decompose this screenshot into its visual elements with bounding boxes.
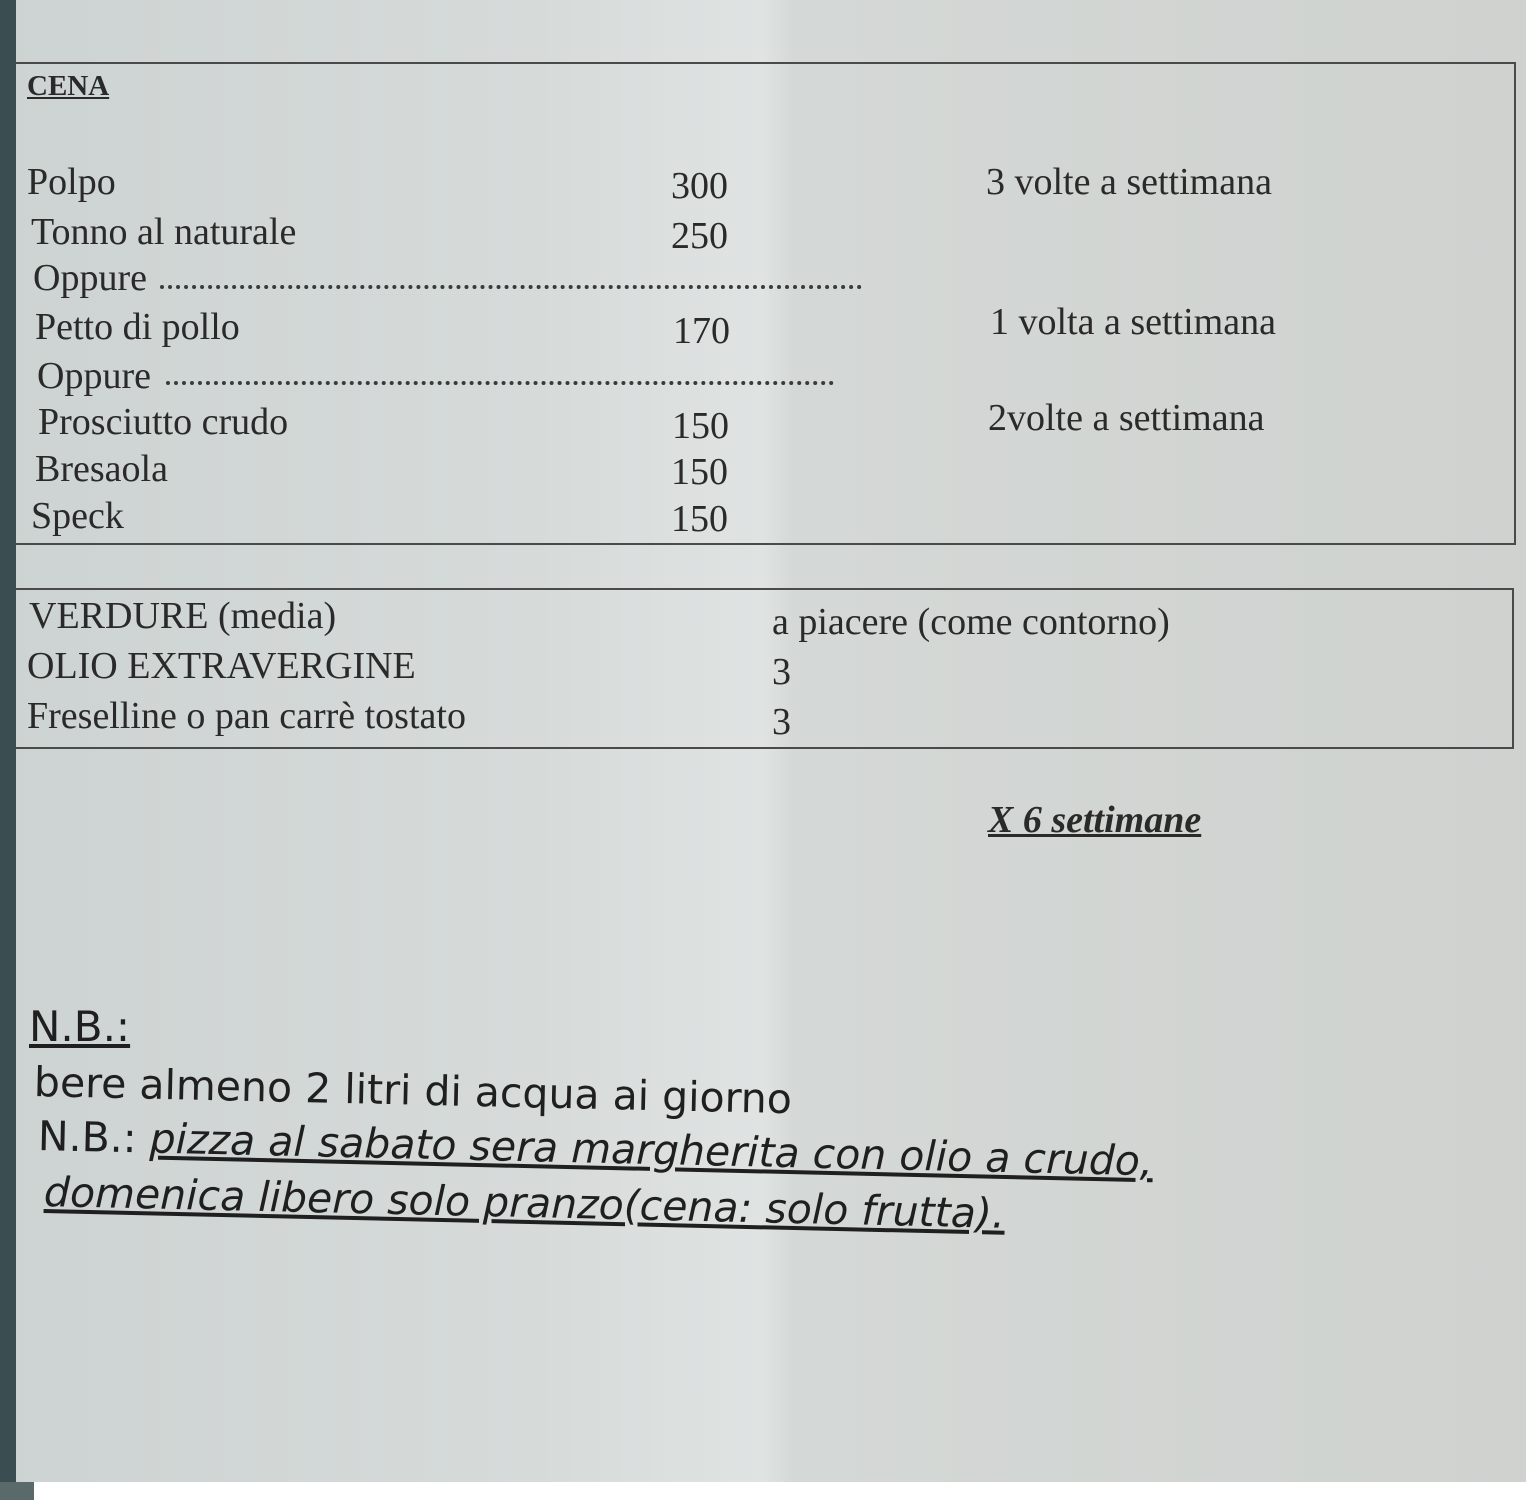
extra-food-verdure: VERDURE (media): [29, 595, 337, 637]
cena-food-pollo: Petto di pollo: [35, 306, 240, 348]
cena-grams-pollo: 170: [673, 310, 730, 352]
duration-label: X 6 settimane: [988, 799, 1202, 841]
cena-grams-prosciutto: 150: [672, 405, 729, 447]
cena-food-prosciutto: Prosciutto crudo: [38, 401, 289, 443]
notes-water: bere almeno 2 litri di acqua ai giorno: [33, 1058, 793, 1124]
extra-amount-verdure: a piacere (come contorno): [772, 601, 1170, 643]
notes-title: N.B.:: [29, 1002, 131, 1051]
cena-food-bresaola: Bresaola: [35, 448, 168, 490]
cena-food-tonno: Tonno al naturale: [31, 211, 297, 253]
cena-freq-prosciutto: 2volte a settimana: [988, 397, 1265, 439]
extra-food-freselline: Freselline o pan carrè tostato: [27, 695, 466, 737]
photo-edge-shadow: [0, 0, 16, 1500]
cena-freq-pollo: 1 volta a settimana: [990, 301, 1276, 343]
extra-amount-freselline: 3: [772, 701, 791, 743]
cena-freq-polpo: 3 volte a settimana: [986, 161, 1272, 203]
cena-heading: CENA: [27, 70, 110, 102]
notes-sunday-text: domenica libero solo pranzo(cena: solo frutta).: [43, 1168, 1006, 1238]
cena-oppure-1: Oppure: [33, 257, 147, 299]
cena-grams-speck: 150: [671, 498, 728, 540]
photo-bottom-edge: [0, 1482, 34, 1500]
notes-pizza-text: pizza al sabato sera margherita con olio a crudo,: [149, 1114, 1154, 1186]
cena-grams-tonno: 250: [671, 215, 728, 257]
cena-grams-polpo: 300: [671, 165, 728, 207]
dotted-separator: [160, 285, 862, 289]
dotted-separator: [166, 381, 834, 385]
extra-amount-olio: 3: [772, 651, 791, 693]
cena-food-speck: Speck: [31, 495, 124, 537]
extra-food-olio: OLIO EXTRAVERGINE: [27, 645, 416, 687]
cena-grams-bresaola: 150: [671, 451, 728, 493]
cena-food-polpo: Polpo: [27, 161, 116, 203]
notes-nb-prefix: N.B.:: [37, 1112, 151, 1163]
cena-oppure-2: Oppure: [37, 355, 151, 397]
cena-section-box: [14, 62, 1516, 545]
